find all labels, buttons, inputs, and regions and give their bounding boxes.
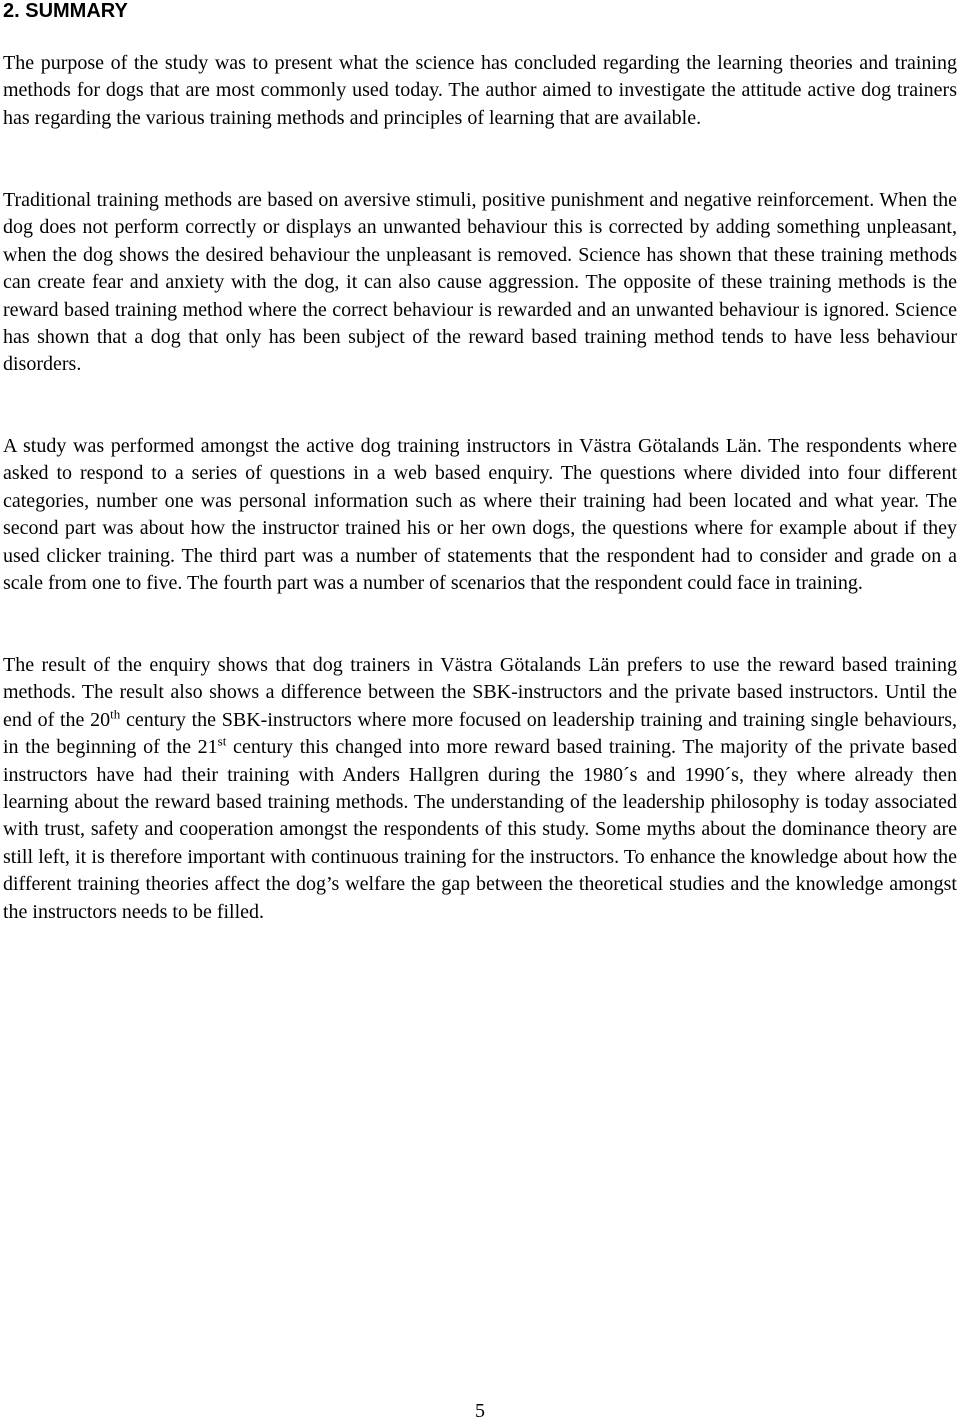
superscript-th: th [110,706,121,722]
summary-paragraph-1: The purpose of the study was to present what the science has concluded regarding the learning theories and training methods for dogs that are most commonly used today. The author aimed to investigate the attitude active dog trainers has regarding the various training methods and principles of learning that are available. [3,52,957,129]
section-heading: 2. SUMMARY [3,0,128,22]
summary-paragraph-2: Traditional training methods are based on aversive stimuli, positive punishment and negative reinforcement. When the dog does not perform correctly or displays an unwanted behaviour this is corrected by adding something unpleasant, when the dog shows the desired behaviour the unpleasant is removed. Science has shown that these training methods can create fear and anxiety with the dog, it can also cause aggression. The opposite of these training methods is the reward based training method where the correct behaviour is rewarded and an unwanted behaviour is ignored. Science has shown that a dog that only has been subject of the reward based training method tends to have less behaviour disorders. [3,189,957,376]
paragraph-4-text-part-1: The result of the enquiry shows that dog trainers in Västra Götalands Län prefers to use the reward based training methods. The result also shows a difference between the SBK-instructors and the private based instructors. Until the end of the 20 [3,654,957,731]
summary-paragraph-3: A study was performed amongst the active dog training instructors in Västra Götalands Län. The respondents where asked to respond to a series of questions in a web based enquiry. The questions where divided into four different categories, number one was personal information such as where their training had been located and what year. The second part was about how the instructor trained his or her own dogs, the questions where for example about if they used clicker training. The third part was a number of statements that the respondent had to consider and grade on a scale from one to five. The fourth part was a number of scenarios that the respondent could face in training. [3,435,957,595]
superscript-st: st [217,733,227,749]
summary-paragraph-4 [3,652,957,926]
paragraph-4-text-part-3: century this changed into more reward based training. The majority of the private based instructors have had their training with Anders Hallgren during the 1980´s and 1990´s, they where already then learning about the reward based training methods. The understanding of the leadership philosophy is today associated with trust, safety and cooperation amongst the respondents of this study. Some myths about the dominance theory are still left, it is therefore important with continuous training for the instructors. To enhance the knowledge about how the different training theories affect the dog’s welfare the gap between the theoretical studies and the knowledge amongst the instructors needs to be filled. [3,736,958,923]
page-number: 5 [475,1400,485,1422]
document-page [3,0,958,923]
paragraph-4-text-part-2: century the SBK-instructors where more focused on leadership training and training single behaviours, in the beginning of the 21 [3,708,957,759]
